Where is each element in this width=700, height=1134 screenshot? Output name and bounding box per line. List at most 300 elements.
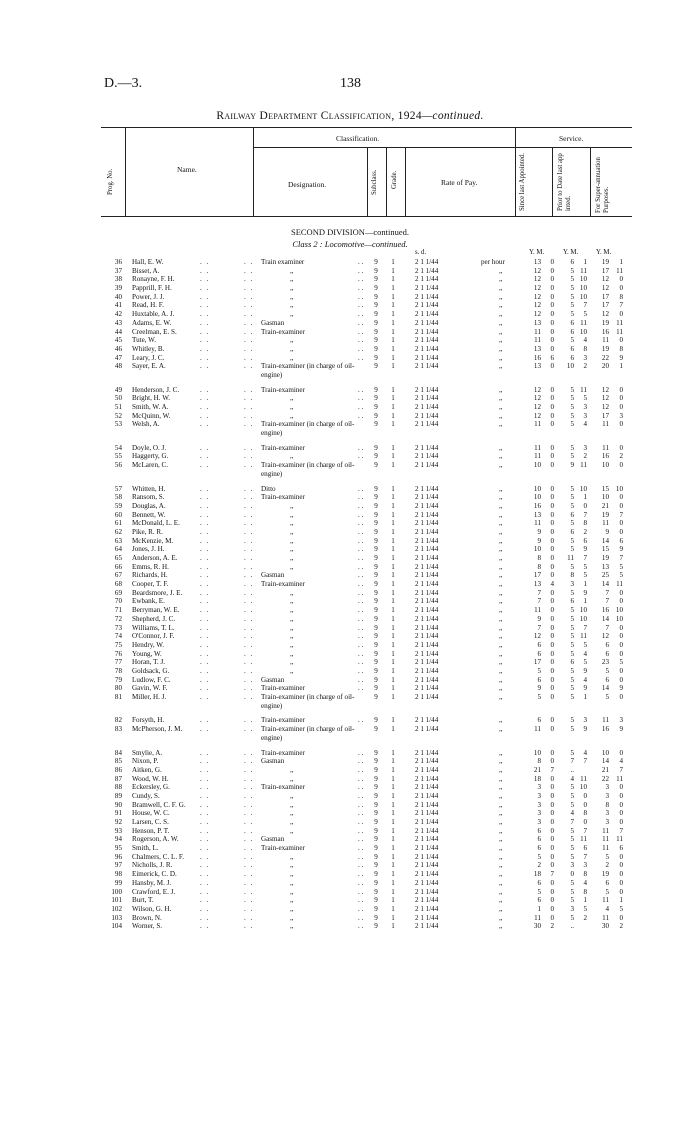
employee-name: Rogerson, A. W. xyxy=(132,835,179,844)
since-months: 7 xyxy=(550,765,554,774)
rate-of-pay: 2 1 1/44 xyxy=(415,887,439,896)
rate-of-pay: 2 1 1/44 xyxy=(415,922,439,931)
super-months: 7 xyxy=(619,510,623,519)
leader-dots: . . xyxy=(200,588,210,597)
subclass: 9 xyxy=(374,362,378,371)
prior-years: 6 xyxy=(570,258,574,266)
leader-dots: . . xyxy=(200,545,210,554)
since-months: 0 xyxy=(550,510,554,519)
designation: ,, xyxy=(290,658,294,667)
leader-dots: . . xyxy=(200,684,210,693)
super-years: 19 xyxy=(601,554,609,563)
prior-months: 10 xyxy=(579,606,587,615)
super-years: 11 xyxy=(602,336,609,345)
prog-no: 43 xyxy=(114,318,122,327)
prog-no: 90 xyxy=(114,800,122,809)
subclass: 9 xyxy=(374,336,378,345)
employee-name: O'Connor, J. F. xyxy=(132,632,175,641)
subclass: 9 xyxy=(374,597,378,606)
since-months: 0 xyxy=(550,588,554,597)
rate-of-pay: 2 1 1/44 xyxy=(415,725,439,734)
rate-of-pay: 2 1 1/44 xyxy=(415,394,439,403)
leader-dots: . . xyxy=(358,336,364,345)
prog-no: 96 xyxy=(114,852,122,861)
pay-period: ,, xyxy=(499,913,503,922)
prog-no: 62 xyxy=(114,527,122,536)
rate-of-pay: 2 1 1/44 xyxy=(415,818,439,827)
super-years: 11 xyxy=(602,519,609,528)
leader-dots: . . xyxy=(244,527,254,536)
prog-no: 72 xyxy=(114,614,122,623)
grade: 1 xyxy=(391,774,395,783)
leader-dots: . . xyxy=(244,519,254,528)
employee-name: Tute, W. xyxy=(132,336,156,345)
grade: 1 xyxy=(391,344,395,353)
rate-of-pay: 2 1 1/44 xyxy=(415,519,439,528)
designation: Train-examiner (in charge of oil-engine) xyxy=(261,420,355,438)
employee-name: Gavin, W. F. xyxy=(132,684,168,693)
rate-of-pay: 2 1 1/44 xyxy=(415,896,439,905)
leader-dots: . . xyxy=(200,562,210,571)
prog-no: 36 xyxy=(114,258,122,266)
prior-years: 7 xyxy=(570,818,574,827)
since-months: 0 xyxy=(550,310,554,319)
leader-dots: . . xyxy=(200,571,210,580)
subclass: 9 xyxy=(374,562,378,571)
designation: ,, xyxy=(290,922,294,931)
prog-no: 38 xyxy=(114,275,122,284)
prior-years: .. xyxy=(570,922,574,931)
table-row xyxy=(0,267,700,276)
prior-months: 8 xyxy=(583,519,587,528)
since-years: 9 xyxy=(537,684,541,693)
since-months: 0 xyxy=(550,461,554,470)
grade: 1 xyxy=(391,757,395,766)
super-months: 2 xyxy=(619,922,623,931)
leader-dots: . . xyxy=(358,844,364,853)
pay-period: ,, xyxy=(499,649,503,658)
col-since-last: Since last Appointed. xyxy=(519,153,526,211)
rate-of-pay: 2 1 1/44 xyxy=(415,852,439,861)
pay-period: ,, xyxy=(499,545,503,554)
prior-years: 5 xyxy=(570,748,574,757)
leader-dots: . . xyxy=(358,809,364,818)
since-months: 0 xyxy=(550,716,554,725)
super-years: 23 xyxy=(601,658,609,667)
leader-dots: . . xyxy=(200,411,210,420)
since-years: 3 xyxy=(537,791,541,800)
leader-dots: . . xyxy=(358,510,364,519)
designation: ,, xyxy=(290,597,294,606)
super-months: 10 xyxy=(615,484,623,493)
super-months: 0 xyxy=(619,336,623,345)
since-months: 0 xyxy=(550,904,554,913)
super-years: 19 xyxy=(601,258,609,266)
leader-dots: . . xyxy=(244,844,254,853)
pay-period: ,, xyxy=(499,783,503,792)
table-row xyxy=(0,632,700,641)
col-classification: Classification. xyxy=(336,134,380,143)
prior-months: 6 xyxy=(583,536,587,545)
leader-dots: . . xyxy=(244,597,254,606)
prior-months: 2 xyxy=(583,452,587,461)
grade: 1 xyxy=(391,411,395,420)
pay-period: ,, xyxy=(499,301,503,310)
prior-years: 5 xyxy=(570,913,574,922)
designation: Train-examiner xyxy=(261,844,305,853)
employee-name: Berryman, W. E. xyxy=(132,606,180,615)
leader-dots: . . xyxy=(244,362,254,371)
prog-no: 69 xyxy=(114,588,122,597)
since-years: 10 xyxy=(533,493,541,502)
designation: ,, xyxy=(290,800,294,809)
rate-of-pay: 2 1 1/44 xyxy=(415,640,439,649)
since-months: 0 xyxy=(550,527,554,536)
super-years: 12 xyxy=(601,403,609,412)
since-years: 13 xyxy=(533,344,541,353)
leader-dots: . . xyxy=(358,443,364,452)
prog-no: 83 xyxy=(114,725,122,734)
prog-no: 97 xyxy=(114,861,122,870)
employee-name: Whitten, H. xyxy=(132,484,166,493)
super-years: 11 xyxy=(602,716,609,725)
subclass: 9 xyxy=(374,748,378,757)
leader-dots: . . xyxy=(244,403,254,412)
since-months: 0 xyxy=(550,809,554,818)
leader-dots: . . xyxy=(358,554,364,563)
prior-years: 5 xyxy=(570,896,574,905)
since-months: 0 xyxy=(550,336,554,345)
prior-months: 10 xyxy=(579,614,587,623)
subclass: 9 xyxy=(374,301,378,310)
leader-dots: . . xyxy=(244,554,254,563)
prior-months: 5 xyxy=(583,658,587,667)
employee-name: Beardsmore, J. E. xyxy=(132,588,183,597)
since-months: 0 xyxy=(550,623,554,632)
designation: ,, xyxy=(290,562,294,571)
employee-name: Wilson, G. H. xyxy=(132,904,172,913)
leader-dots: . . xyxy=(200,809,210,818)
prior-months: 7 xyxy=(583,826,587,835)
super-years: 12 xyxy=(601,394,609,403)
since-years: 10 xyxy=(533,484,541,493)
prog-no: 56 xyxy=(114,461,122,470)
prior-years: 5 xyxy=(570,614,574,623)
designation: ,, xyxy=(290,623,294,632)
leader-dots: . . xyxy=(244,640,254,649)
rate-of-pay: 2 1 1/44 xyxy=(415,336,439,345)
pay-period: ,, xyxy=(499,870,503,879)
prog-no: 79 xyxy=(114,675,122,684)
employee-name: Brown, N. xyxy=(132,913,162,922)
prog-no: 88 xyxy=(114,783,122,792)
prior-months: 2 xyxy=(583,913,587,922)
table-row xyxy=(0,420,700,437)
grade: 1 xyxy=(391,394,395,403)
leader-dots: . . xyxy=(244,461,254,470)
rate-of-pay: 2 1 1/44 xyxy=(415,791,439,800)
division-title: SECOND DIVISION—continued. xyxy=(290,227,410,237)
subclass: 9 xyxy=(374,310,378,319)
rate-of-pay: 2 1 1/44 xyxy=(415,571,439,580)
table-row xyxy=(0,905,700,914)
table-row xyxy=(0,328,700,337)
prior-years: 6 xyxy=(570,318,574,327)
leader-dots: . . xyxy=(244,536,254,545)
prior-years: 5 xyxy=(570,649,574,658)
rate-of-pay: 2 1 1/44 xyxy=(415,385,439,394)
leader-dots: . . xyxy=(358,344,364,353)
designation: ,, xyxy=(290,284,294,293)
employee-name: Sayer, E. A. xyxy=(132,362,166,371)
super-years: 22 xyxy=(601,353,609,362)
leader-dots: . . xyxy=(200,452,210,461)
super-years: 9 xyxy=(605,527,609,536)
since-months: 0 xyxy=(550,614,554,623)
leader-dots: . . xyxy=(358,318,364,327)
prior-months: 5 xyxy=(583,562,587,571)
prior-months: 4 xyxy=(583,649,587,658)
prior-years: 3 xyxy=(570,904,574,913)
super-years: 20 xyxy=(601,362,609,371)
prior-years: 5 xyxy=(570,536,574,545)
since-years: 11 xyxy=(534,336,541,345)
prior-months: 7 xyxy=(583,554,587,563)
subclass: 9 xyxy=(374,554,378,563)
since-months: 0 xyxy=(550,800,554,809)
pay-period: ,, xyxy=(499,310,503,319)
leader-dots: . . xyxy=(244,878,254,887)
leader-dots: . . xyxy=(358,452,364,461)
leader-dots: . . xyxy=(244,748,254,757)
designation: ,, xyxy=(290,809,294,818)
grade: 1 xyxy=(391,649,395,658)
table-row xyxy=(0,537,700,546)
pay-period: ,, xyxy=(499,588,503,597)
grade: 1 xyxy=(391,861,395,870)
table-row xyxy=(0,835,700,844)
prior-months: 3 xyxy=(583,403,587,412)
since-months: 0 xyxy=(550,327,554,336)
prior-months: 0 xyxy=(583,800,587,809)
leader-dots: . . xyxy=(244,344,254,353)
pay-period: ,, xyxy=(499,614,503,623)
table-row xyxy=(0,336,700,345)
since-years: 6 xyxy=(537,640,541,649)
prog-no: 85 xyxy=(114,757,122,766)
leader-dots: . . xyxy=(244,292,254,301)
super-months: 0 xyxy=(619,597,623,606)
employee-name: McLaren, C. xyxy=(132,461,169,470)
leader-dots: . . xyxy=(358,266,364,275)
prior-months: 11 xyxy=(580,461,587,470)
table-row xyxy=(0,792,700,801)
leader-dots: . . xyxy=(358,791,364,800)
table-row xyxy=(0,301,700,310)
since-years: 12 xyxy=(533,275,541,284)
super-years: 16 xyxy=(601,452,609,461)
super-years: 2 xyxy=(605,861,609,870)
leader-dots: . . xyxy=(244,684,254,693)
prog-no: 92 xyxy=(114,818,122,827)
prior-months: 4 xyxy=(583,420,587,429)
leader-dots: . . xyxy=(244,353,254,362)
pay-period: ,, xyxy=(499,623,503,632)
pay-period: ,, xyxy=(499,292,503,301)
col-rate-of-pay: Rate of Pay. xyxy=(441,178,478,187)
leader-dots: . . xyxy=(358,501,364,510)
prior-years: 3 xyxy=(570,580,574,589)
grade: 1 xyxy=(391,527,395,536)
employee-name: Young, W. xyxy=(132,649,162,658)
subclass: 9 xyxy=(374,443,378,452)
designation: ,, xyxy=(290,292,294,301)
prog-no: 60 xyxy=(114,510,122,519)
leader-dots: . . xyxy=(358,640,364,649)
pay-period: ,, xyxy=(499,658,503,667)
rate-of-pay: 2 1 1/44 xyxy=(415,597,439,606)
leader-dots: . . xyxy=(200,614,210,623)
employee-name: Read, H. F. xyxy=(132,301,164,310)
grade: 1 xyxy=(391,258,395,266)
designation: ,, xyxy=(290,765,294,774)
leader-dots: . . xyxy=(358,301,364,310)
table-row xyxy=(0,757,700,766)
prog-no: 66 xyxy=(114,562,122,571)
leader-dots: . . xyxy=(244,562,254,571)
pay-period: ,, xyxy=(499,536,503,545)
super-months: 8 xyxy=(619,344,623,353)
prior-years: 9 xyxy=(570,461,574,470)
since-months: 0 xyxy=(550,757,554,766)
prior-years: 5 xyxy=(570,501,574,510)
prior-months: 9 xyxy=(583,684,587,693)
super-months: 5 xyxy=(619,571,623,580)
leader-dots: . . xyxy=(358,904,364,913)
subclass: 9 xyxy=(374,826,378,835)
leader-dots: . . xyxy=(200,606,210,615)
super-months: 0 xyxy=(619,420,623,429)
since-years: 7 xyxy=(537,588,541,597)
super-months: 1 xyxy=(619,258,623,266)
employee-name: Miller, H. J. xyxy=(132,693,167,702)
super-years: 3 xyxy=(605,818,609,827)
super-months: 0 xyxy=(619,461,623,470)
rate-of-pay: 2 1 1/44 xyxy=(415,757,439,766)
table-row xyxy=(0,444,700,453)
subclass: 9 xyxy=(374,809,378,818)
leader-dots: . . xyxy=(358,258,364,266)
leader-dots: . . xyxy=(358,818,364,827)
since-months: 0 xyxy=(550,774,554,783)
designation: Train-examiner xyxy=(261,684,305,693)
prog-no: 52 xyxy=(114,411,122,420)
prior-years: 6 xyxy=(570,597,574,606)
grade: 1 xyxy=(391,452,395,461)
since-years: 13 xyxy=(533,580,541,589)
prior-years: 5 xyxy=(570,844,574,853)
leader-dots: . . xyxy=(244,725,254,734)
designation: ,, xyxy=(290,266,294,275)
pay-period: ,, xyxy=(499,757,503,766)
unit-ym-since: Y. M. xyxy=(529,249,545,256)
subclass: 9 xyxy=(374,870,378,879)
since-months: 0 xyxy=(550,385,554,394)
rate-of-pay: 2 1 1/44 xyxy=(415,536,439,545)
prior-years: 5 xyxy=(570,878,574,887)
super-months: 10 xyxy=(615,614,623,623)
employee-name: Richards, H. xyxy=(132,571,168,580)
leader-dots: . . xyxy=(244,258,254,266)
grade: 1 xyxy=(391,597,395,606)
grade: 1 xyxy=(391,461,395,470)
super-months: 0 xyxy=(619,385,623,394)
super-years: 14 xyxy=(601,580,609,589)
employee-name: House, W. C. xyxy=(132,809,170,818)
since-months: 0 xyxy=(550,318,554,327)
rate-of-pay: 2 1 1/44 xyxy=(415,318,439,327)
subclass: 9 xyxy=(374,818,378,827)
since-months: 0 xyxy=(550,452,554,461)
leader-dots: . . xyxy=(200,385,210,394)
rate-of-pay: 2 1 1/44 xyxy=(415,292,439,301)
rate-of-pay: 2 1 1/44 xyxy=(415,693,439,702)
leader-dots: . . xyxy=(358,588,364,597)
super-months: 7 xyxy=(619,554,623,563)
since-months: 0 xyxy=(550,835,554,844)
leader-dots: . . xyxy=(244,896,254,905)
prior-months: 4 xyxy=(583,878,587,887)
pay-period: ,, xyxy=(499,452,503,461)
since-years: 7 xyxy=(537,623,541,632)
super-months: 11 xyxy=(616,835,623,844)
leader-dots: . . xyxy=(358,527,364,536)
super-months: 6 xyxy=(619,844,623,853)
rate-of-pay: 2 1 1/44 xyxy=(415,904,439,913)
grade: 1 xyxy=(391,536,395,545)
prior-months: 0 xyxy=(583,818,587,827)
super-months: 11 xyxy=(616,318,623,327)
designation: Gasman xyxy=(261,318,285,327)
super-months: 0 xyxy=(619,501,623,510)
leader-dots: . . xyxy=(200,266,210,275)
rate-of-pay: 2 1 1/44 xyxy=(415,420,439,429)
super-years: 12 xyxy=(601,632,609,641)
leader-dots: . . xyxy=(358,484,364,493)
super-months: 0 xyxy=(619,675,623,684)
leader-dots: . . xyxy=(358,852,364,861)
employee-name: McKenzie, M. xyxy=(132,536,174,545)
rate-of-pay: 2 1 1/44 xyxy=(415,580,439,589)
table-row xyxy=(0,403,700,412)
since-years: 9 xyxy=(537,536,541,545)
super-years: 16 xyxy=(601,606,609,615)
prior-years: 5 xyxy=(570,606,574,615)
pay-period: ,, xyxy=(499,336,503,345)
since-years: 9 xyxy=(537,614,541,623)
subclass: 9 xyxy=(374,545,378,554)
subclass: 9 xyxy=(374,852,378,861)
leader-dots: . . xyxy=(358,675,364,684)
rate-of-pay: 2 1 1/44 xyxy=(415,510,439,519)
super-months: 11 xyxy=(616,266,623,275)
subclass: 9 xyxy=(374,666,378,675)
leader-dots: . . xyxy=(200,725,210,734)
prior-years: 5 xyxy=(570,266,574,275)
since-months: 0 xyxy=(550,411,554,420)
subclass: 9 xyxy=(374,716,378,725)
table-row xyxy=(0,914,700,923)
